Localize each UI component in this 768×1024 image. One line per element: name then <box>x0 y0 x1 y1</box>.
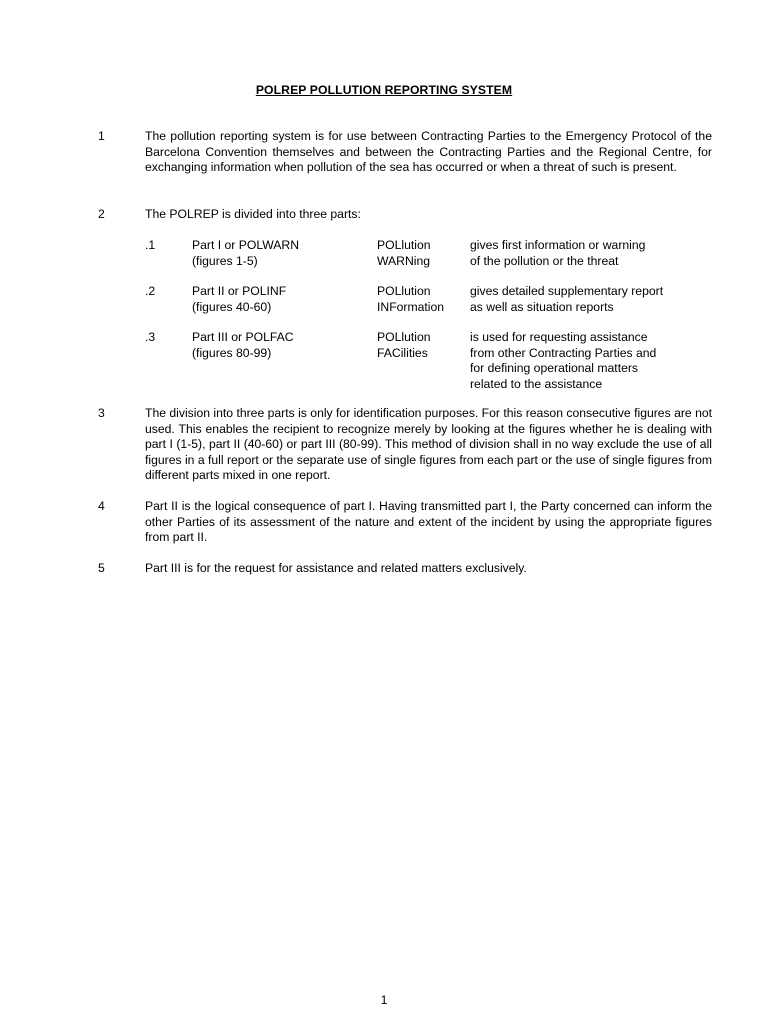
paragraph-text: The division into three parts is only for identification purposes. For this reason consecutive figures are not used. This enables the recipient to recognize merely by looking at the figures whether he is dealing with part I (1-5), part II (40-60) or part III (80-99). This method of division shall in no way exclude the use of all figures in a full report or the separate use of single figures from each part or the use of single figures from different parts mixed in one report. <box>145 406 713 483</box>
page-number: 1 <box>380 993 388 1007</box>
paragraph-text: The POLREP is divided into three parts: <box>145 207 361 221</box>
paragraph-text: Part III is for the request for assistance and related matters exclusively. <box>145 561 527 575</box>
part-name: Part III or POLFAC (figures 80-99) <box>192 330 294 360</box>
part-abbreviation: POLlution FACilities <box>377 330 431 360</box>
part-description: is used for requesting assistance from other Contracting Parties and for defining operational matters related to the assistance <box>470 330 657 391</box>
paragraph-text: Part II is the logical consequence of part I. Having transmitted part I, the Party concerned can inform the other Parties of its assessment of the nature and extent of the incident by using the appropriate figures from part II. <box>145 499 712 545</box>
part-description: gives first information or warning of the pollution or the threat <box>470 238 646 268</box>
part-number: .2 <box>145 284 156 298</box>
part-number: .3 <box>145 330 156 344</box>
paragraph-number: 1 <box>98 129 105 143</box>
part-abbreviation: POLlution WARNing <box>377 238 431 268</box>
paragraph-number: 2 <box>98 207 105 221</box>
part-name: Part II or POLINF (figures 40-60) <box>192 284 287 314</box>
paragraph-number: 3 <box>98 406 105 420</box>
part-number: .1 <box>145 238 156 252</box>
document-title: POLREP POLLUTION REPORTING SYSTEM <box>255 83 513 97</box>
paragraph-number: 5 <box>98 561 105 575</box>
part-abbreviation: POLlution INFormation <box>377 284 445 314</box>
paragraph-number: 4 <box>98 499 105 513</box>
part-description: gives detailed supplementary report as well as situation reports <box>470 284 664 314</box>
part-name: Part I or POLWARN (figures 1-5) <box>192 238 299 268</box>
paragraph-text: The pollution reporting system is for use between Contracting Parties to the Emergency Protocol of the Barcelona Convention themselves and between the Contracting Parties and the Regional Centre, for exchanging information when pollution of the sea has occurred or when a threat of such is present. <box>145 129 712 175</box>
